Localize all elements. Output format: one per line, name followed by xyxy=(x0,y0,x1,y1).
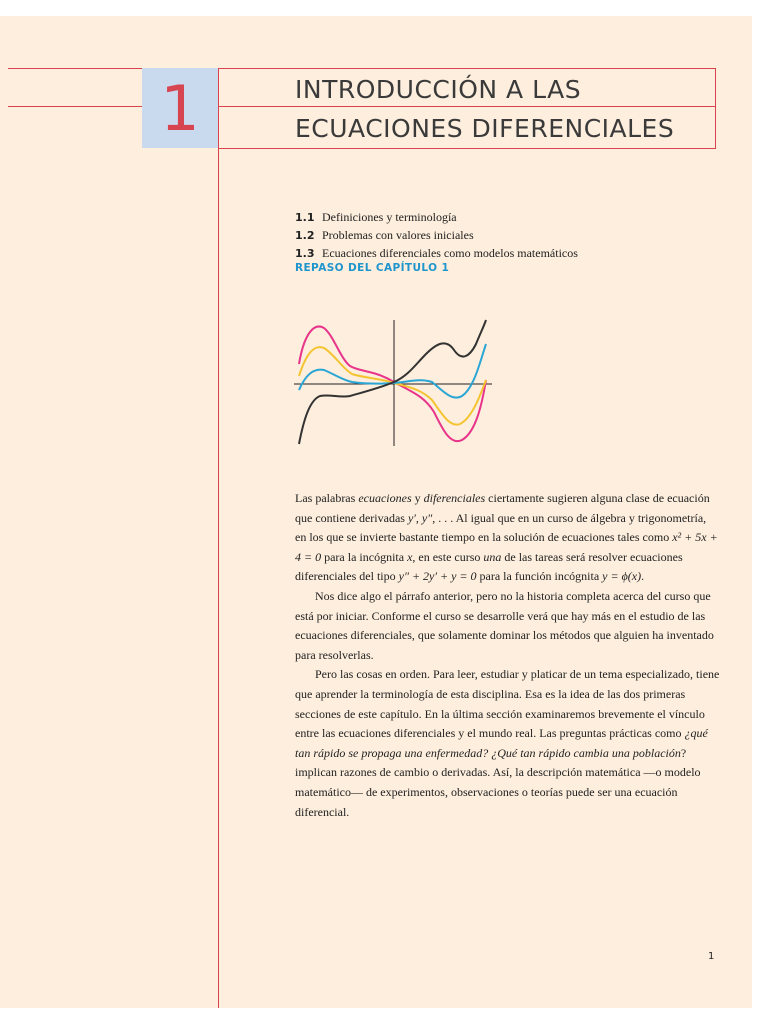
text-run: , en este curso xyxy=(412,549,484,564)
chapter-title-line-2: ECUACIONES DIFERENCIALES xyxy=(295,114,675,143)
chapter-number-box xyxy=(142,68,218,148)
text-run: Las palabras xyxy=(295,491,359,505)
toc-item-label: Ecuaciones diferenciales como modelos matemáticos xyxy=(322,246,578,260)
text-run: de las tareas será resolver ecuaciones diferenciales del tipo xyxy=(295,549,683,584)
paragraph-2: Nos dice algo el párrafo anterior, pero no la historia completa acerca del curso que está por iniciar. Conforme el curso se desarrolle verá que hay más en el estudio de las ecuaciones diferenciales, que solamente dominar los métodos que alguien ha inventado para resolverlas. xyxy=(295,588,714,662)
page-number: 1 xyxy=(708,951,715,962)
header-rule-right xyxy=(715,68,716,149)
chapter-title-line-1: INTRODUCCIÓN A LAS xyxy=(295,75,582,104)
chapter-review-link[interactable]: REPASO DEL CAPÍTULO 1 xyxy=(295,262,450,274)
chapter-number: 1 xyxy=(160,72,200,145)
toc-item[interactable] xyxy=(295,244,715,262)
math-expression: y′, y″ xyxy=(407,510,433,525)
text-run: ? implican razones de cambio o derivadas. Así, la descripción matemática —o modelo matemático— de experimentos, observaciones o teorías puede ser una ecuación diferencial. xyxy=(295,745,701,819)
math-expression: y = ϕ(x) xyxy=(602,569,642,584)
page-border-top xyxy=(0,0,768,16)
toc-item[interactable] xyxy=(295,208,715,226)
paragraph-1 xyxy=(295,489,720,587)
page-border-bottom xyxy=(0,1008,768,1024)
math-expression: x² + 5x + 4 = 0 xyxy=(295,530,718,564)
text-run: para la función incógnita xyxy=(476,569,603,584)
text-run: ecuaciones xyxy=(358,491,412,505)
header-rule-middle xyxy=(8,106,716,107)
text-run: para la incógnita xyxy=(321,549,408,564)
text-run: . xyxy=(641,569,645,584)
text-run: ¿qué tan rápido se propaga una enfermedad? ¿Qué tan rápido cambia una población xyxy=(295,726,708,760)
text-run: y xyxy=(411,491,424,505)
toc-item-label: Problemas con valores iniciales xyxy=(322,228,474,242)
table-of-contents xyxy=(295,208,715,262)
math-expression: x xyxy=(407,549,413,564)
page-border-right xyxy=(752,0,768,1024)
text-run: diferenciales xyxy=(423,491,486,505)
curve-yellow xyxy=(299,347,486,425)
curve-cyan xyxy=(299,344,486,398)
toc-item[interactable] xyxy=(295,226,715,244)
header-rule-top xyxy=(8,68,716,69)
toc-item-number: 1.1 xyxy=(295,211,315,224)
solution-curves-figure xyxy=(290,316,500,456)
toc-item-number: 1.2 xyxy=(295,229,315,242)
text-run: , . . . Al igual que en un curso de álgebra y trigonometría, en los que se invierte bastante tiempo en la solución de ecuaciones tales como xyxy=(295,510,707,545)
toc-item-label: Definiciones y terminología xyxy=(322,210,457,224)
text-run: Pero las cosas en orden. Para leer, estudiar y platicar de un tema especializado, tiene que aprender la terminología de esta disciplina. Esa es la idea de las dos primeras secciones de este capítulo. En la última sección examinaremos brevemente el vínculo entre las ecuaciones diferenciales y el mundo real. Las preguntas prácticas como xyxy=(295,667,720,741)
math-expression: y″ + 2y′ + y = 0 xyxy=(398,569,477,584)
margin-rule xyxy=(218,68,219,1008)
text-run: ciertamente sugieren alguna clase de ecuación que contiene derivadas xyxy=(295,491,710,525)
introduction-text xyxy=(295,489,720,822)
paragraph-3 xyxy=(295,665,720,822)
text-run: una xyxy=(483,549,502,564)
toc-item-number: 1.3 xyxy=(295,247,315,260)
header-rule-bottom xyxy=(218,148,716,149)
